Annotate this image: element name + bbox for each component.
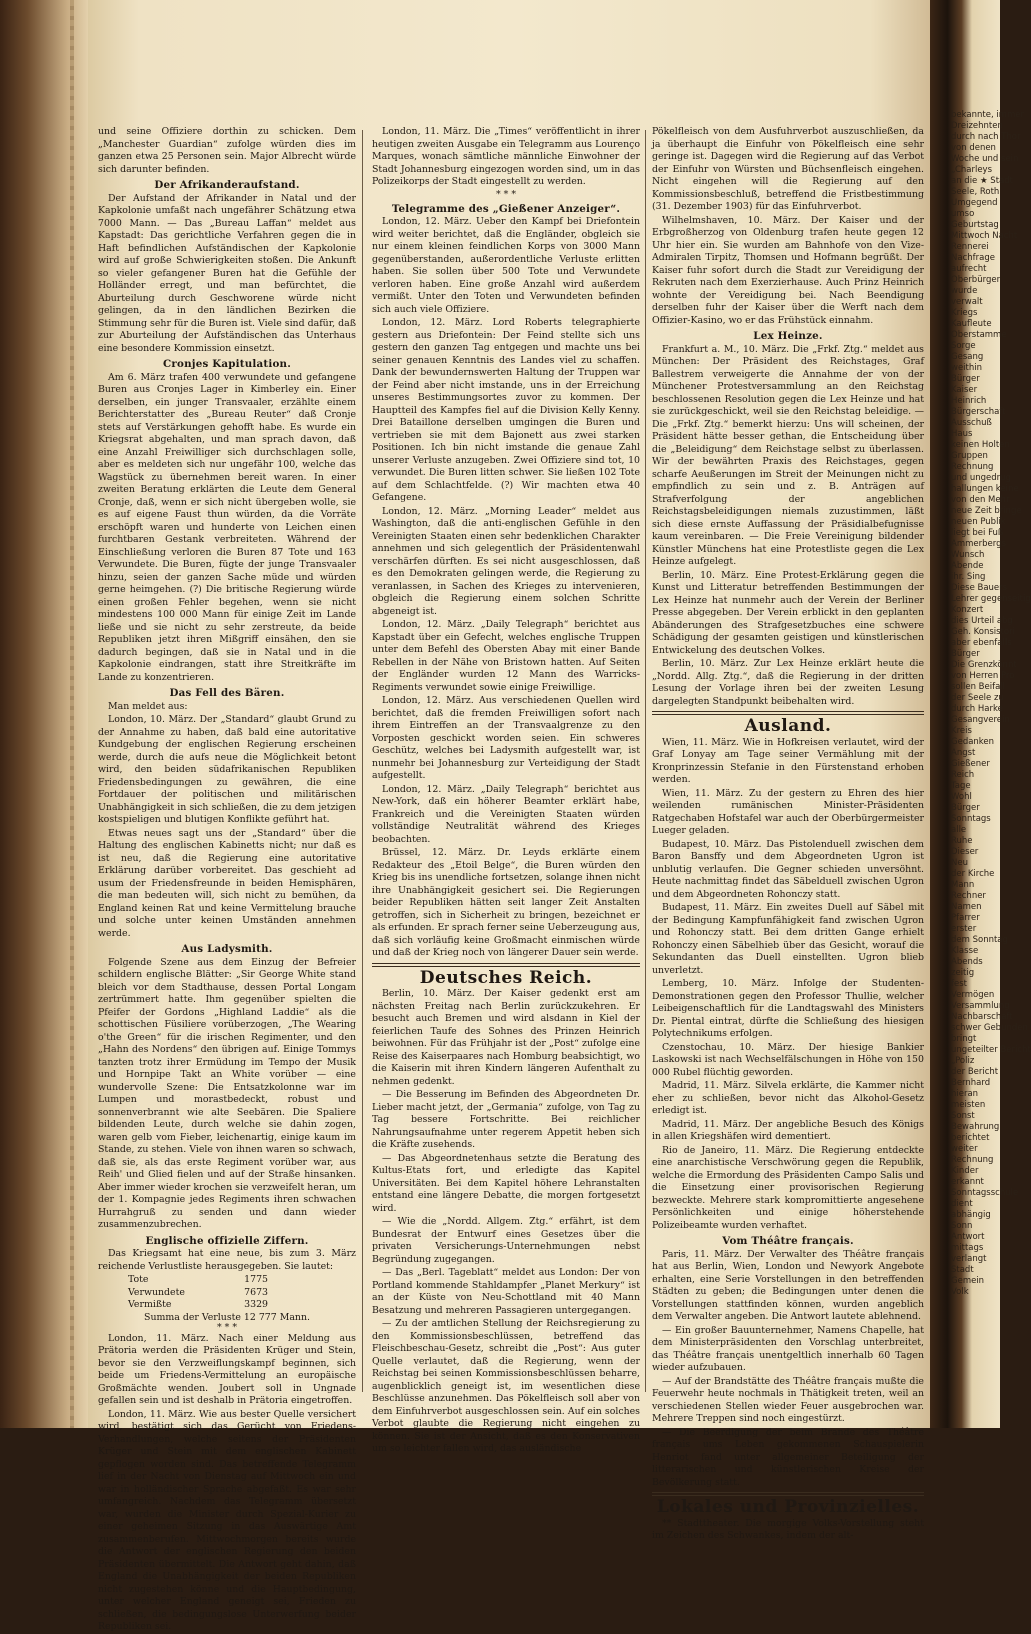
fragment-line: abhängig	[951, 1210, 991, 1220]
casualty-sum: Summa der Verluste 12 777 Mann.	[144, 1311, 310, 1323]
article-text: — Auf der Brandstätte des Théâtre français mußte die Feuerwehr heute nochmals in Thätigkeit treten, weil an verschiedenen Stellen wieder Feuer ausgebrochen war. Mehrere Treppen sind noch eingestürzt.	[652, 1375, 924, 1424]
article-text: Der Aufstand der Afrikander in Natal und der Kapkolonie umfaßt nach ungefährer Schätzung etwa 7000 Mann. — Das „Bureau Laffan“ meldet aus Kapstadt: Das gerichtliche Verfahren gegen die in Haft befindlichen Aufständischen der Kapkolonie wird auf große Schwierigkeiten stoßen. Die Ankunft so vieler gefangener Buren hat die Gefühle der Holländer erregt, und man befürchtet, die Aburteilung durch Geschworene würde nicht gelingen, da in den ländlichen Bezirken die Stimmung sehr für die Buren ist. Viele sind dafür, daß zur Aburteilung der Aufständischen das Unterhaus eine besondere Kommission einsetzt.	[98, 192, 356, 354]
fragment-line: verwalt	[951, 297, 983, 307]
fragment-line: Gesangverein	[951, 715, 1010, 725]
column-1	[98, 126, 356, 1632]
fragment-line: Heinrich	[951, 396, 987, 406]
article-text: London, 12. März. „Daily Telegraph“ berichtet aus Kapstadt über ein Gefecht, welches englische Truppen unter dem Befehl des Obersten Abay mit einer Bande Rebellen in der Nähe von Bristown hatten. Auf Seiten der Engländer wurden 12 Mann des Warricks-Regiments verwundet sowie einige Freiwillige.	[372, 619, 640, 693]
article-text: London, 12. März. „Morning Leader“ meldet aus Washington, daß die anti-englischen Gefühle in den Vereinigten Staaten einen sehr bedenklichen Charakter annehmen und sich gelegentlich der Präsidentenwahl verschärfen dürften. Es sei nicht ausgeschlossen, daß es den Demokraten gelingen werde, die Regierung zu veranlassen, in Sachen des Krieges zu intervenieren, obgleich die Regierung einem solchen Schritte abgeneigt ist.	[372, 505, 640, 617]
article-text: Lemberg, 10. März. Infolge der Studenten-Demonstrationen gegen den Professor Thullie, welcher Leibeigenschaftlich für die Landtagswahl des Ministers Dr. Piental eintrat, dürfte die Schließung des hiesigen Polytechnikums erfolgen.	[652, 978, 924, 1039]
fragment-line: aufrecht	[951, 264, 987, 274]
fragment-line: Bürgerschaft	[951, 407, 1006, 417]
fragment-line: berichtet	[951, 1133, 990, 1143]
fragment-line: von den Mehr	[951, 495, 1010, 505]
section-rule	[372, 963, 640, 967]
fragment-line: meisten	[951, 1100, 986, 1110]
fragment-line: Nachbarschaft	[951, 1012, 1013, 1022]
fragment-line: Antwort	[951, 1232, 985, 1242]
casualty-row: Verwundete 7673	[128, 1286, 268, 1298]
fragment-line: Gedanken	[951, 737, 995, 747]
article-text: und seine Offiziere dorthin zu schicken. Dem „Manchester Guardian“ zufolge würden dies im ganzen etwa 25 Personen sein. Major Albrecht würde sich darunter befinden.	[98, 126, 356, 175]
fragment-line: Neu	[951, 858, 968, 868]
fragment-line: Ruhe	[951, 836, 973, 846]
fragment-line: dem Sonntag	[951, 935, 1008, 945]
fragment-line: bringt	[951, 1034, 977, 1044]
article-text: Brüssel, 12. März. Dr. Leyds erklärte einem Redakteur des „Etoil Belge“, die Buren würden den Krieg bis ins unendliche fortsetzen, solange ihnen nicht ihre Unabhängigkeit gesichert sei. Die Regierungen beider Republiken hätten seit langer Zeit Anstalten getroffen, sich in Sicherheit zu bringen, bezeichnet er als erfunden. Er sprach ferner seine Ueberzeugung aus, daß sich vorläufig keine Großmacht einmischen würde und daß der Krieg noch von längerer Dauer sein werde.	[372, 847, 640, 958]
fragment-line: Sonntagsschule	[951, 1188, 1019, 1198]
fragment-line: sollen Beifall	[951, 682, 1006, 692]
fragment-line: Gießener	[951, 759, 990, 769]
fragment-line: Mittwoch Nacht	[951, 231, 1018, 241]
article-text: ** Stadttheater. Die morgige Volks-Vorstellung steht im Zeichen des Schwankes, indem der alt-	[652, 1517, 924, 1541]
fragment-line: Abende	[951, 561, 984, 571]
fragment-line: Gesang	[951, 352, 984, 362]
fragment-line: Haus	[951, 429, 973, 439]
fragment-line: Dieser	[951, 847, 979, 857]
article-text: Czenstochau, 10. März. Der hiesige Bankier Laskowski ist nach Wechselfälschungen in Höhe von 150 000 Rubel flüchtig geworden.	[652, 1041, 924, 1078]
book-binding-left	[0, 0, 90, 1428]
separator-stars: * * *	[216, 1321, 238, 1333]
fragment-line: keinen Holten	[951, 440, 1010, 450]
fragment-line: von Herren Pro	[951, 671, 1015, 681]
fragment-line: Seele, Roth	[951, 187, 1000, 197]
fragment-line: Lehrer gegenseitig	[951, 594, 1031, 604]
fragment-line: alle	[951, 825, 967, 835]
article-text: London, 12. März. Ueber den Kampf bei Driefontein wird weiter berichtet, daß die Engländer, obgleich sie nur einem kleinen feindlichen Korps von 3000 Mann gegenüberstanden, außerordentliche Verluste erlitten haben. Sie sollen über 500 Tote und Verwundete verloren haben. Eine große Anzahl wird außerdem vermißt. Unter den Toten und Verwundeten befinden sich auch viele Offiziere.	[372, 216, 640, 315]
section-rule	[652, 1492, 924, 1496]
fragment-line: Namen	[951, 902, 982, 912]
fragment-line: Volk	[951, 1287, 969, 1297]
adjacent-page-fragment	[951, 110, 1031, 1320]
section-heading: Vom Théâtre français.	[722, 1235, 854, 1247]
fragment-line: Woche und sein	[951, 154, 1019, 164]
article-text: — Ein großer Bauunternehmer, Namens Chapelle, hat dem Ministerpräsidenten den Vorschlag unterbreitet, das Théâtre français unentgeltlich innerhalb 60 Tagen wieder aufzubauen.	[652, 1324, 924, 1373]
fragment-line: Nachfrage	[951, 253, 995, 263]
article-text: London, 11. März. Die „Times“ veröffentlicht in ihrer heutigen zweiten Ausgabe ein Telegramm aus Lourenço Marques, wonach sämtliche männliche Einwohner der Stadt Johannesburg eingezogen worden sind, um in das Polizeikorps der Stadt eingestellt zu werden.	[372, 126, 640, 187]
casualty-row: Tote 1775	[128, 1274, 268, 1285]
section-title: Ausland.	[744, 716, 832, 736]
article-text: Berlin, 10. März. Der Kaiser gedenkt erst am nächsten Freitag nach Berlin zurückzukehren. Er besucht auch Bremen und wird alsdann in Kiel der feierlichen Taufe des Sohnes des Prinzen Heinrich beiwohnen. Für das Frühjahr ist der „Post“ zufolge eine Reise des Kaiserpaares nach Homburg beabsichtigt, wo die Kaiserin mit ihren Kindern längeren Aufenthalt zu nehmen gedenkt.	[372, 988, 640, 1087]
fragment-line: neuen Publik	[951, 517, 1006, 527]
fragment-line: Kinder	[951, 1166, 979, 1176]
fragment-line: dies Urteil abg	[951, 616, 1013, 626]
fragment-line: Versammlung	[951, 1001, 1010, 1011]
fragment-line: Kriegs	[951, 308, 978, 318]
fragment-line: Angst	[951, 748, 976, 758]
section-heading: Der Afrikanderaufstand.	[154, 179, 300, 191]
fragment-line: Ausschuß	[951, 418, 992, 428]
fragment-line: Pfarrer	[951, 913, 980, 923]
article-text: Berlin, 10. März. Eine Protest-Erklärung gegen die Kunst und Litteratur betreffenden Bestimmungen der Lex Heinze hat nunmehr auch der Verein der Berliner Presse abgegeben. Der Verein erblickt in den geplanten Abänderungen des Strafgesetzbuches eine schwere Schädigung der gesamten geistigen und künstlerischen Entwickelung des deutschen Volkes.	[652, 569, 924, 656]
column-divider	[645, 130, 646, 1392]
section-heading: Lex Heinze.	[753, 330, 823, 342]
article-text: Rio de Janeiro, 11. März. Die Regierung entdeckte eine anarchistische Verschwörung gegen die Republik, welche die Ermordung des Präsidenten Campo Salis und die Einsetzung einer provisorischen Regierung bezweckte. Mehrere stark kompromittierte angesehene Persönlichkeiten und einige höherstehende Polizeibeamte wurden verhaftet.	[652, 1144, 924, 1231]
fragment-line: Rechnung	[951, 462, 994, 472]
section-heading: Telegramme des „Gießener Anzeiger“.	[391, 202, 621, 215]
fragment-line: Ammerbergs	[951, 539, 1006, 549]
fragment-line: an die ★ Stadt	[951, 176, 1013, 186]
fragment-line: Stadt	[951, 1265, 974, 1275]
section-heading: Aus Ladysmith.	[181, 943, 273, 955]
fragment-line: bekannte, immer	[951, 110, 1024, 120]
fragment-line: Rechnung	[951, 1155, 994, 1165]
fragment-line: neue Zeit bringe	[951, 506, 1022, 516]
article-text: Frankfurt a. M., 10. März. Die „Frkf. Ztg.“ meldet aus München: Der Präsident des Reichstages, Graf Ballestrem verweigerte die Annahme der von der Münchener Protestversammlung an den Reichstag beschlossenen Resolution gegen die Lex Heinze und hat sie zurückgeschickt, weil sie den Reichstag beleidige. — Die „Frkf. Ztg.“ bemerkt hierzu: Uns will scheinen, der Präsident hätte besser gethan, die Entscheidung über die „Beleidigung“ dem Reichstage selbst zu überlassen. Wir der bewährten Praxis des Reichstages, gegen scharfe Aeußerungen im Streit der Meinungen nicht zu empfindlich zu sein und z. B. Anträgen auf Strafverfolgung der angeblichen Reichstagsbeleidigungen niemals zuzustimmen, läßt sich diese ernste Auffassung der Präsidialbefugnisse kaum vereinbaren. — Die Freie Vereinigung bildender Künstler Münchens hat eine Protestliste gegen die Lex Heinze aufgelegt.	[652, 343, 924, 567]
fragment-line: Die Grenzkönnt	[951, 660, 1017, 670]
article-text: — Die Beerdigung der beim Brande des Théâtre français ums Leben gekommenen Schauspielerin Henriot fand unter allgemeiner Beteiligung der litterarischen und künstlerischen Kreise der Bevölkerung statt.	[652, 1426, 924, 1488]
article-text: London, 11. März. Nach einer Meldung aus Prätoria werden die Präsidenten Krüger und Stein, bevor sie den Verzweiflungskampf beginnen, sich beide um Friedens-Vermittelung an europäische Großmächte wenden. Joubert soll in Ungnade gefallen sein und ist deshalb in Prätoria eingetroffen.	[98, 1332, 356, 1406]
article-text: Paris, 11. März. Der Verwalter des Théâtre français hat aus Berlin, Wien, London und Newyork Angebote erhalten, eine Serie Vorstellungen in den betreffenden Städten zu geben; die Bedingungen unter denen die Vorstellungen stattfinden können, wurden angeblich dem Verwalter angeben. Die Antwort lautete ablehnend.	[652, 1248, 924, 1322]
fragment-line: „Poliz	[951, 1056, 975, 1066]
fragment-line: Wunsch	[951, 550, 985, 560]
article-text: — Zu der amtlichen Stellung der Reichsregierung zu den Kommissionsbeschlüssen, betreffend das Fleischbeschau-Gesetz, schreibt die „Post“: Aus guter Quelle verlautet, daß die Regierung, wenn der Reichstag bei seinen Kommissionsbeschlüssen beharre, augenblicklich geneigt ist, im wesentlichen diese Beschlüsse anzunehmen. Das Pökelfleisch soll aber von dem Einfuhrverbot ausgeschlossen sein. Auf ein solches Verbot glaubte die Regierung nicht eingehen zu können. Sie ist der Ansicht, daß es den Konservativen um so leichter fallen wird, das ausländische	[372, 1318, 640, 1454]
fragment-line: Reich	[951, 770, 975, 780]
fragment-line: Kreis	[951, 726, 972, 736]
article-text: London, 12. März. „Daily Telegraph“ berichtet aus New-York, daß ein höherer Beamter erklärt habe, Frankreich und die Vereinigten Staaten würden vollständige Neutralität während des Krieges beobachten.	[372, 783, 640, 845]
casualty-table	[128, 1274, 356, 1312]
fragment-line: Bürger	[951, 649, 980, 659]
fragment-line: Sonst	[951, 1111, 975, 1121]
fragment-line: Bernhard	[951, 1078, 991, 1088]
fragment-line: Umgegend	[951, 198, 998, 208]
fragment-line: erster	[951, 924, 977, 934]
fragment-line: umso	[951, 209, 975, 219]
article-text: Berlin, 10. März. Zur Lex Heinze erklärt heute die „Nordd. Allg. Ztg.“, daß die Regierung in der dritten Lesung der Vorlage ihren bei der zweiten Lesung dargelegten Standpunkt beibehalten wird.	[652, 658, 924, 707]
article-text: Am 6. März trafen 400 verwundete und gefangene Buren aus Cronjes Lager in Kimberley ein. Einer derselben, ein junger Transvaaler, erzählte einem Berichterstatter des „Bureau Reuter“ daß Cronje stets auf Verstärkungen gehofft habe. Es wurde ein Kriegsrat abgehalten, und man sprach davon, daß eine Anzahl Freiwilliger sich durchschlagen solle, aber es meldeten sich nur ungefähr 100, welche das Wagstück zu übernehmen bereit waren. In einer zweiten Beratung erklärten die Leute dem General Cronje, daß, wenn er sich nicht übergeben wolle, sie es auf eigene Faust thun würden, da die Vorräte erschöpft waren und hunderte von Leichen einen furchtbaren Gestank verbreiteten. Während der Einschließung verloren die Buren 87 Tote und 163 Verwundete. Die Buren, fügte der junge Transvaaler hinzu, seien der ganzen Sache müde und würden gerne heimgehen. (?) Die britische Regierung würde einen großen Fehler begehen, wenn sie nicht mindestens 100 000 Mann für einige Zeit im Lande ließe und sie nicht zu sehr zerstreute, da beide Republiken jetzt ihren Mißgriff einsähen, den sie dadurch begingen, daß sie in Natal und in die Kapkolonie eindrangen, statt ihre Streitkräfte im Lande zu konzentrieren.	[98, 371, 356, 683]
article-text: London, 12. März. Lord Roberts telegraphierte gestern aus Driefontein: Der Feind stellte sich uns gestern den ganzen Tag entgegen und machte uns bei seiner genauen Kenntnis des Landes viel zu schaffen. Dank der bewundernswerten Haltung der Truppen war der Feind aber nicht imstande, uns in der Erreichung unseres Bestimmungsortes zuvor zu kommen. Der Hauptteil des Kampfes fiel auf die Division Kelly Kenny. Drei Bataillone derselben umgingen die Buren und vertrieben sie mit dem Bajonett aus zwei starken Positionen. Ich bin nicht imstande die genaue Zahl unserer Verluste anzugeben. Zwei Offiziere sind tot, 10 verwundet. Die Buren litten schwer. Sie ließen 102 Tote auf dem Schlachtfelde. (?) Wir machten etwa 40 Gefangene.	[372, 317, 640, 503]
section-heading: Das Fell des Bären.	[169, 687, 285, 699]
article-text: Madrid, 11. März. Der angebliche Besuch des Königs in allen Kriegshäfen wird dementiert.	[652, 1118, 924, 1142]
article-text: Pökelfleisch von dem Ausfuhrverbot auszuschließen, da ja überhaupt die Einfuhr von Pökelfleisch eine sehr geringe ist. Dagegen wird die Regierung auf das Verbot der Einfuhr von Würsten und Büchsenfleisch eingehen. Nicht eingehen will die Regierung auf den Kommissionsbeschluß, betreffend die Fristbestimmung (31. Dezember 1903) für das Einfuhrverbot.	[652, 126, 924, 212]
fragment-line: Kaufleute	[951, 319, 992, 329]
fragment-line: Wohl	[951, 792, 972, 802]
article-text: London, 11. März. Wie aus bester Quelle versichert wird, bestätigt sich das Gerücht von Friedens-Verhandlungen, welche seitens der Präsidenten Krüger und Stein mit dem englischen Kabinett gepflogen worden sind. Das betreffende Telegramm lief in der Nacht von Dienstag auf Mittwoch ein und war in holländischer Sprache abgefaßt. Es war sehr umfangreich. Nachdem das Telegramm übersetzt war, wurden die Minister durch Spezial-Kurier zu einer geheimen Sitzung in das Auswärtige Amt zusammenberufen. Mittwochmorgen bereits wurde die Antwort der englischen Regierung den beiden Präsidenten übermittelt. Die Antwort geht dahin, daß England die Unabhängigkeit der beiden Republiken nicht zugestehen könne und die Hauptbedingung, unter welcher England geneigt sei, Frieden zu schließen, die bedingungslose Unterwerfung beider Republiken sei.	[98, 1408, 356, 1632]
section-heading: Englische offizielle Ziffern.	[145, 1234, 309, 1247]
fragment-line: ungeteilter Bericht	[951, 1045, 1031, 1055]
section-title: Deutsches Reich.	[419, 967, 593, 988]
fragment-line: Dreizehnten	[951, 121, 1003, 131]
fragment-line: liegt bei Fuß	[951, 528, 1004, 538]
fragment-line: Gruppen	[951, 451, 988, 461]
article-text: Wien, 11. März. Wie in Hofkreisen verlautet, wird der Graf Lonyay am Tage seiner Vermählung mit der Kronprinzessin Stefanie in den Fürstenstand erhoben werden.	[652, 736, 924, 785]
fragment-line: der Bericht	[951, 1067, 999, 1077]
section-title: Lokales und Provinzielles.	[656, 1497, 920, 1517]
fragment-line: fest	[951, 979, 967, 989]
fragment-line: Gemein	[951, 1276, 985, 1286]
article-text: — Das „Berl. Tageblatt“ meldet aus London: Der von Portland kommende Stahldampfer „Planet Merkury“ ist an der Küste von Neu-Schottland mit 40 Mann Besatzung und mehreren Passagieren untergegangen.	[372, 1267, 640, 1316]
fragment-line: aber ebenfalls	[951, 638, 1012, 648]
fragment-line: Abends	[951, 957, 983, 967]
section-rule	[652, 711, 924, 715]
fragment-line: hallungen keine	[951, 484, 1019, 494]
article-text: Wien, 11. März. Zu der gestern zu Ehren des hier weilenden rumänischen Minister-Präsidenten Ratgechaben Hofstafel war auch der Oberbürgermeister Lueger geladen.	[652, 787, 924, 836]
separator-stars: * * *	[495, 188, 517, 200]
article-text: Madrid, 11. März. Silvela erklärte, die Kammer nicht eher zu schließen, bevor nicht das Alkohol-Gesetz erledigt ist.	[652, 1080, 924, 1116]
fragment-line: Rennerei	[951, 242, 989, 252]
fragment-line: Oberbürger	[951, 275, 1001, 285]
fragment-line: wurde	[951, 286, 978, 296]
fragment-line: Sonntags	[951, 814, 991, 824]
article-text: Etwas neues sagt uns der „Standard“ über die Haltung des englischen Kabinetts nicht; nur daß es ist neu, daß die Regierung eine autoritative Erklärung darüber vorbereitet. Das geschieht ad usum der Friedensfreunde in beiden Hemisphären, die man bedeuten will, sich nicht zu bemühen, da England keinen Rat und keine Vermittelung brauche und solche unter keinen Umständen annehmen werde.	[98, 827, 356, 939]
fragment-line: schwer Gebunden	[951, 1023, 1028, 1033]
fragment-line: ihr. Sing	[951, 572, 986, 582]
fragment-line: Klasse	[951, 946, 979, 956]
fragment-line: und ungedrug	[951, 473, 1011, 483]
fragment-line: von denen	[951, 143, 996, 153]
page-stack-edge	[70, 0, 74, 1428]
article-text: — Wie die „Nordd. Allgem. Ztg.“ erfährt, ist dem Bundesrat der Entwurf eines Gesetzes über die privaten Versicherungs-Unternehmungen nebst Begründung zugegangen.	[372, 1216, 640, 1265]
fragment-line: Mann	[951, 880, 975, 890]
fragment-line: verlangt	[951, 1254, 987, 1264]
fragment-line: Bürger	[951, 374, 980, 384]
fragment-line: Geburtstag	[951, 220, 999, 230]
article-text: — Das Abgeordnetenhaus setzte die Beratung des Kultus-Etats fort, und erledigte das Kapitel Universitäten. Bei dem Kapitel höhere Lehranstalten entstand eine längere Debatte, die morgen fortgesetzt wird.	[372, 1152, 640, 1214]
fragment-line: Vermögen	[951, 990, 995, 1000]
fragment-line: weiter	[951, 1144, 978, 1154]
article-text: Man meldet aus:	[108, 700, 188, 712]
fragment-line: Sorge	[951, 341, 976, 351]
fragment-line: Bewahrung	[951, 1122, 1000, 1132]
column-2	[372, 126, 640, 1454]
article-text: London, 10. März. Der „Standard“ glaubt Grund zu der Annahme zu haben, daß bald eine autoritative Kundgebung der englischen Regierung erscheinen werde, durch die aufs neue die Möglichkeit betont wird, den beiden südafrikanischen Republiken Friedensbedingungen zu gewähren, die eine Fortdauer der politischen und militärischen Unabhängigkeit in sich schließen, die zu dem jetzigen kostspieligen und blutigen Konflikte geführt hat.	[98, 714, 356, 825]
fragment-line: Diese Bauers	[951, 583, 1008, 593]
article-text: Das Kriegsamt hat eine neue, bis zum 3. März reichende Verlustliste herausgegeben. Sie lautet:	[98, 1248, 356, 1272]
fragment-line: Tage	[951, 781, 971, 791]
fragment-line: durch Harke	[951, 704, 1003, 714]
fragment-line: Bürger	[951, 803, 980, 813]
article-text: Budapest, 11. März. Ein zweites Duell auf Säbel mit der Bedingung Kampfunfähigkeit fand zwischen Ugron und Rohonczy statt. Bei dem dritten Gange erhielt Rohonczy einen Säbelhieb über das Gesicht, worauf die Sekundanten das Duell einstellten. Ugron blieb unverletzt.	[652, 902, 924, 976]
fragment-line: durch nach Thor	[951, 132, 1021, 142]
article-text: Folgende Szene aus dem Einzug der Befreier schildern englische Blätter: „Sir George White stand bleich vor dem Stadthause, dessen Portal Longam zertrümmert hatte. Ihm gegenüber spielten die Pfeifer der Gordons „Highland Laddie“ als die schottischen Füsiliere vorüberzogen, „The Wearing o'the Green“ für die irischen Regimenter, und den „Hahn des Nordens“ den übrigen auf. Einige Tommys tanzten trotz ihrer Ermüdung im Tempo der Musik und Hornpipe Takt an White vorüber — eine wundervolle Szene: Die Entsatzkolonne war im Lumpen und morastbedeckt, robust und sonnenverbrannt wie alte Seebären. Die Spaliere bildenden Leute, durch welche sie dahin zogen, waren gelb vom Fieber, leichenartig, einige kaum im Stande, zu stehen. Viele von ihnen waren so schwach, daß sie, als das erste Regiment vorüber war, aus Reih' und Glied fielen und auf der Straße hinsanken. Aber immer wieder krochen sie verzweifelt heran, um der 1. Kompagnie jedes Regiments ihren schwachen Hurrahgruß zu senden und dann wieder zusammenzubrechen.	[98, 956, 356, 1230]
fragment-line: der Seele zu	[951, 693, 1004, 703]
article-text: London, 12. März. Aus verschiedenen Quellen wird berichtet, daß die fremden Freiwilligen sofort nach ihrem Eintreffen an der Transvaalgrenze zu den Vorposten geschickt worden seien. Ein schweres Geschütz, welches bei Ladysmith aufgestellt war, ist nunmehr bei Johannesburg zur Verteidigung der Stadt aufgestellt.	[372, 695, 640, 781]
column-divider	[362, 130, 363, 1392]
article-text: Wilhelmshaven, 10. März. Der Kaiser und der Erbgroßherzog von Oldenburg trafen heute gegen 12 Uhr hier ein. Sie wurden am Bahnhofe von den Vize-Admiralen Tirpitz, Thomsen und Hofmann begrüßt. Der Kaiser fuhr sofort durch die Stadt zur Vereidigung der Rekruten nach dem Exerzierhause. Auch Prinz Heinrich wohnte der Vereidigung bei. Nach Beendigung derselben fuhr der Kaiser über die Werft nach dem Offizier-Kasino, wo er das Frühstück einnahm.	[652, 214, 924, 326]
casualty-row: Vermißte 3329	[128, 1299, 268, 1310]
fragment-line: Kaiser	[951, 385, 978, 395]
fragment-line: zeitig	[951, 968, 975, 978]
fragment-line: mittags	[951, 1243, 984, 1253]
fragment-line: der Kirche	[951, 869, 995, 879]
fragment-line: Sonn	[951, 1221, 973, 1231]
fragment-line: weithin	[951, 363, 983, 373]
article-text: — Die Besserung im Befinden des Abgeordneten Dr. Lieber macht jetzt, der „Germania“ zufolge, von Tag zu Tag bessere Fortschritte. Bei reichlicher Nahrungsaufnahme unter regerem Appetit heben sich die Kräfte zusehends.	[372, 1089, 640, 1150]
fragment-line: „Charleys	[951, 165, 993, 175]
fragment-line: Konzert	[951, 605, 984, 615]
fragment-line: erkannt	[951, 1177, 984, 1187]
article-text: Budapest, 10. März. Das Pistolenduell zwischen dem Baron Bansffy und dem Abgeordneten Ugron ist unblutig verlaufen. Die Gegner schieden unversöhnt. Heute nachmittag findet das Säbelduell zwischen Ugron und dem Abgeordneten Rohonczy statt.	[652, 838, 924, 900]
fragment-line: dient	[951, 1199, 973, 1209]
fragment-line: Geh. Konsistori	[951, 627, 1015, 637]
fragment-line: hieran	[951, 1089, 979, 1099]
fragment-line: Oberstamme	[951, 330, 1007, 340]
column-3	[652, 126, 924, 1541]
fragment-line: Rechner	[951, 891, 986, 901]
section-heading: Cronjes Kapitulation.	[163, 358, 291, 370]
